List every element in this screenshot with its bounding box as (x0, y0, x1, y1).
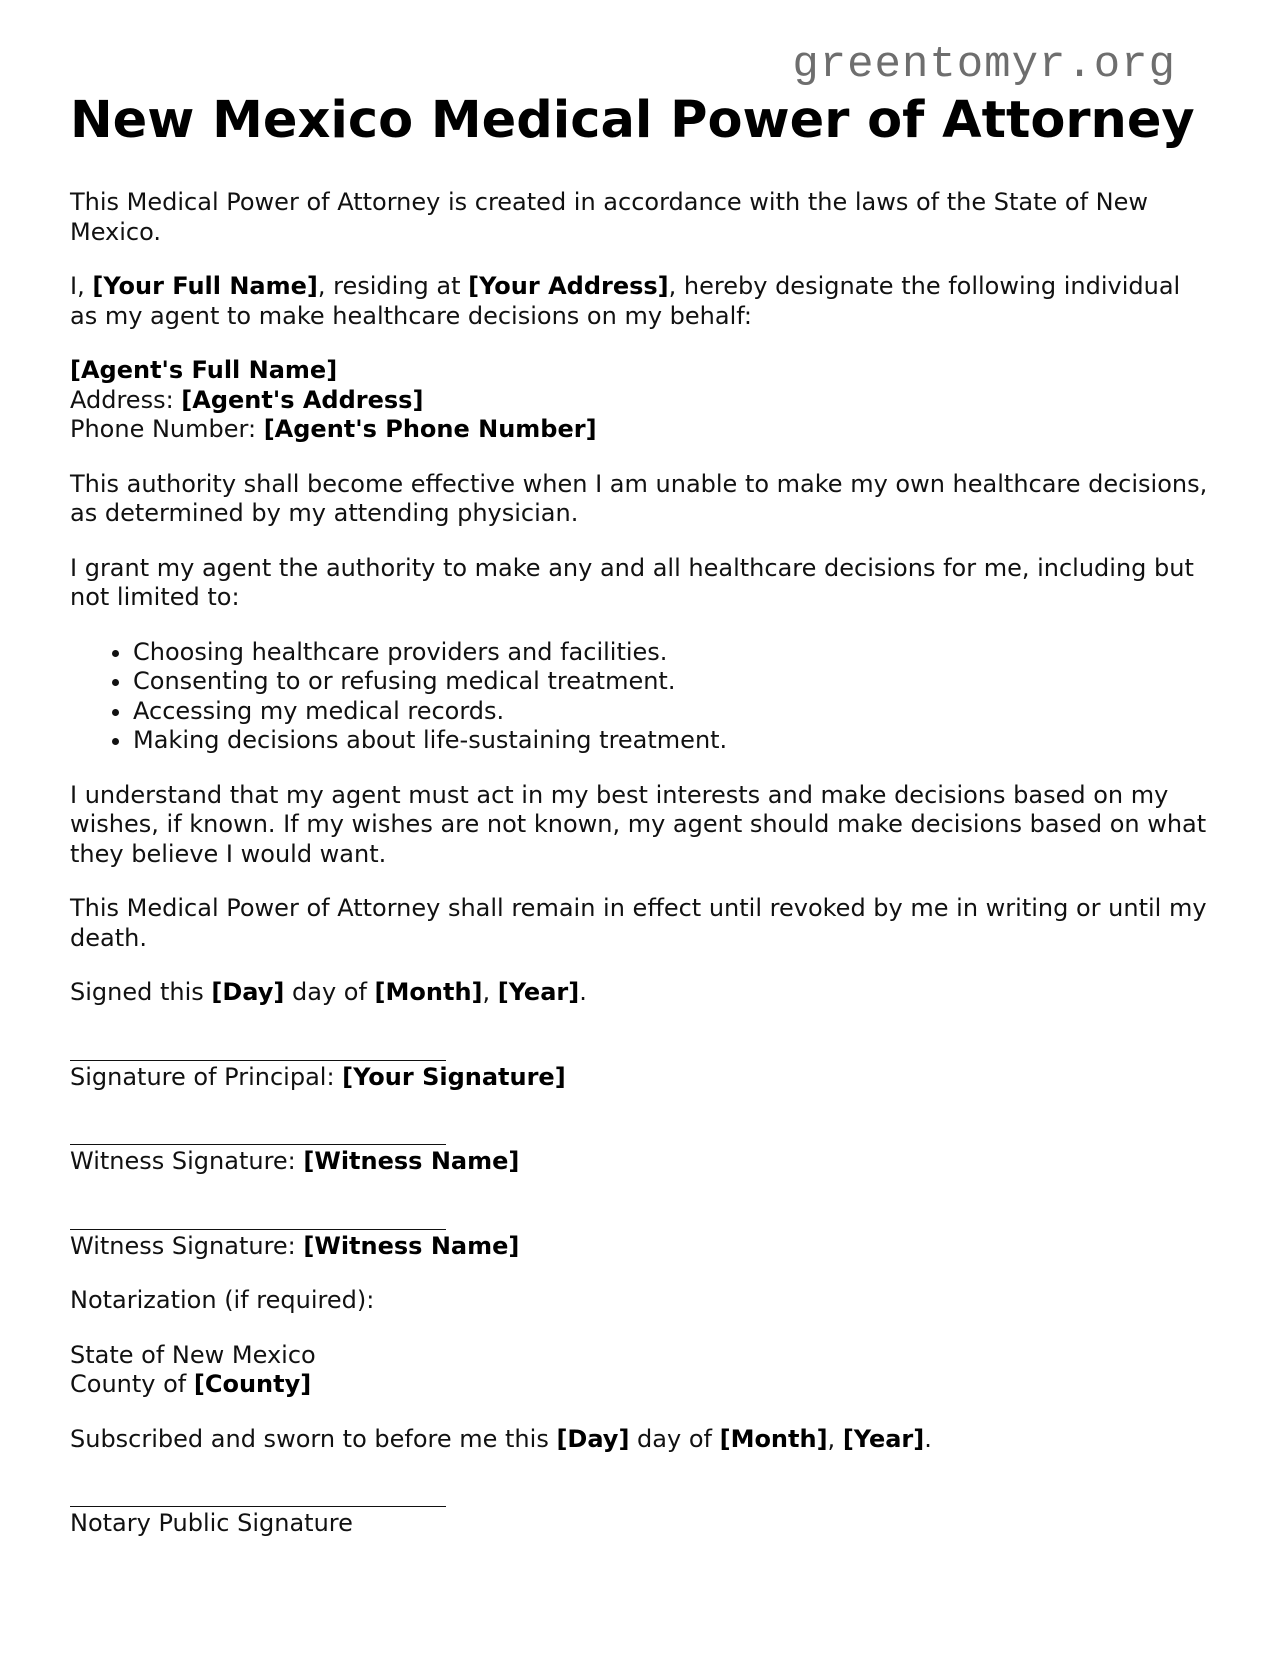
notary-signature-block (70, 1506, 1210, 1539)
agent-address-field: [Agent's Address] (181, 385, 424, 414)
principal-signature-line (70, 1060, 446, 1061)
list-item: • Consenting to or refusing medical treatment. (133, 667, 1210, 697)
designation-paragraph: I, [Your Full Name], residing at [Your Address], hereby designate the following individual as my agent to make healthcare decisions on my behalf: (70, 272, 1181, 330)
notary-signature-label: Notary Public Signature (70, 1509, 353, 1537)
duration-paragraph: This Medical Power of Attorney shall remain in effect until revoked by me in writing or until my death. (70, 894, 1207, 952)
sworn-day-field: [Day] (556, 1424, 630, 1453)
agent-name-field: [Agent's Full Name] (70, 356, 338, 384)
notary-signature-line (70, 1506, 446, 1507)
agent-address-label: Address: (70, 385, 182, 414)
notary-venue: State of New Mexico County of [County] (70, 1340, 316, 1398)
principal-signature-field: [Your Signature] (342, 1062, 566, 1091)
intro-paragraph: This Medical Power of Attorney is created in accordance with the laws of the State of New Mexico. (70, 188, 1149, 246)
grant-paragraph: I grant my agent the authority to make any and all healthcare decisions for me, including but not limited to: (70, 553, 1194, 611)
signed-month-field: [Month] (374, 978, 483, 1006)
notarization-heading: Notarization (if required): (70, 1286, 375, 1314)
list-item: • Making decisions about life-sustaining treatment. (133, 726, 1210, 756)
notary-county-field: [County] (193, 1370, 312, 1398)
witness2-signature-block: Witness Signature: [Witness Name] (70, 1229, 1210, 1262)
signed-year-field: [Year] (497, 978, 580, 1006)
witness1-signature-line (70, 1144, 446, 1145)
sworn-year-field: [Year] (842, 1424, 925, 1453)
witness2-name-field: [Witness Name] (303, 1231, 520, 1260)
principal-signature-block: Signature of Principal: [Your Signature] (70, 1060, 1210, 1093)
watermark: greentomyr.org (792, 40, 1176, 90)
sworn-date-line: Subscribed and sworn to before me this [Day] day of [Month], [Year]. (70, 1424, 932, 1453)
sworn-month-field: [Month] (719, 1424, 828, 1453)
agent-phone-field: [Agent's Phone Number] (263, 415, 597, 443)
principal-name-field: [Your Full Name] (92, 272, 318, 300)
signed-date-line: Signed this [Day] day of [Month], [Year]. (70, 978, 587, 1006)
document-title: New Mexico Medical Power of Attorney (70, 91, 1195, 150)
list-item: • Choosing healthcare providers and facilities. (133, 638, 1210, 668)
best-interests-paragraph: I understand that my agent must act in my best interests and make decisions based on my wishes, if known. If my wishes are not known, my agent should make decisions based on what they believe I would want. (70, 780, 1207, 868)
signed-day-field: [Day] (211, 978, 285, 1006)
agent-phone-label: Phone Number: (70, 415, 264, 443)
powers-list (70, 638, 1210, 756)
witness1-signature-block: Witness Signature: [Witness Name] (70, 1144, 1210, 1177)
agent-details (70, 356, 1210, 445)
effective-paragraph: This authority shall become effective when I am unable to make my own healthcare decisions, as determined by my attending physician. (70, 469, 1208, 527)
notary-state: State of New Mexico (70, 1340, 316, 1369)
document-page (70, 88, 1210, 1564)
list-item: • Accessing my medical records. (133, 697, 1210, 727)
principal-address-field: [Your Address] (468, 272, 669, 300)
witness1-name-field: [Witness Name] (303, 1147, 520, 1175)
witness2-signature-line (70, 1229, 446, 1230)
